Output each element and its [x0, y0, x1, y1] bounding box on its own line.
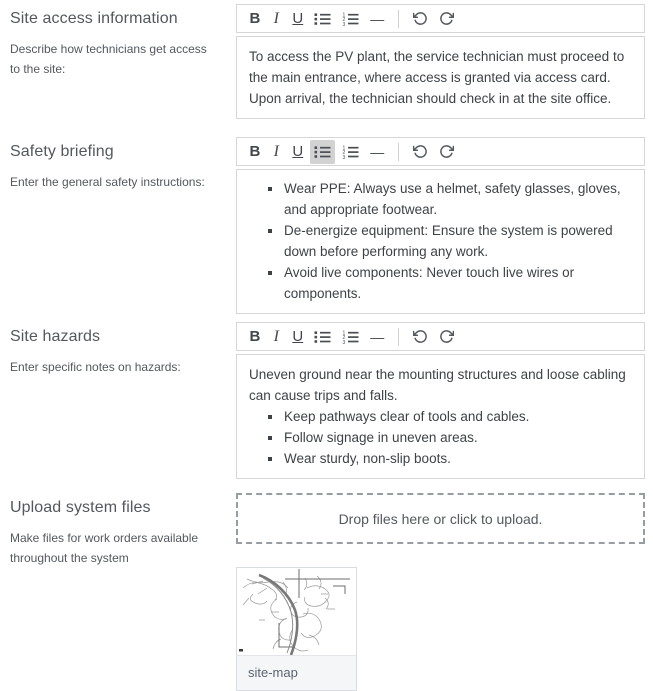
upload-title: Upload system files: [10, 499, 151, 516]
site-hazards-text: Uneven ground near the mounting structures and loose cabling can cause trips and falls.: [249, 367, 626, 403]
undo-button[interactable]: [409, 325, 432, 349]
svg-text:3: 3: [342, 339, 346, 344]
safety-briefing-list: [249, 178, 632, 304]
svg-text:3: 3: [342, 154, 346, 159]
list-item: ▪ Avoid live components: Never touch live wires or components.: [283, 262, 632, 304]
uploaded-file-card[interactable]: [236, 567, 357, 691]
redo-icon: [439, 11, 454, 26]
site-access-description: Describe how technicians get access to the site:: [10, 42, 207, 76]
section-site-access: [0, 4, 653, 119]
svg-text:2: 2: [342, 149, 346, 156]
horizontal-rule-button[interactable]: —: [366, 140, 387, 164]
site-access-text: To access the PV plant, the service technician must proceed to the main entrance, where access is granted via access card. Upon arrival, the technician should check in at the site office.: [249, 49, 625, 106]
section-site-hazards: [0, 322, 653, 479]
ordered-list-icon: [342, 145, 359, 159]
underline-button[interactable]: U: [288, 7, 307, 31]
undo-icon: [413, 11, 428, 26]
redo-icon: [439, 144, 454, 159]
site-hazards-list: [249, 406, 632, 469]
list-item: ▪ De-energize equipment: Ensure the system is powered down before performing any work.: [283, 220, 632, 262]
ordered-list-button[interactable]: [338, 7, 363, 31]
ordered-list-button[interactable]: [338, 140, 363, 164]
site-access-title: Site access information: [10, 10, 178, 27]
ordered-list-icon: [342, 12, 359, 26]
bullet-list-button[interactable]: [310, 7, 335, 31]
upload-description: Make files for work orders available throughout the system: [10, 531, 199, 565]
uploaded-file-name: site-map: [237, 655, 356, 690]
site-access-editor-content[interactable]: [236, 36, 645, 119]
svg-text:3: 3: [342, 21, 346, 26]
italic-button[interactable]: I: [267, 325, 285, 349]
svg-text:1: 1: [342, 145, 346, 152]
dropzone-label: Drop files here or click to upload.: [338, 510, 543, 527]
bold-button[interactable]: B: [246, 325, 265, 349]
redo-button[interactable]: [435, 7, 458, 31]
svg-text:2: 2: [342, 334, 346, 341]
svg-text:2: 2: [342, 16, 346, 23]
ordered-list-button[interactable]: [338, 325, 363, 349]
site-hazards-description: Enter specific notes on hazards:: [10, 360, 181, 374]
list-item: ▪ Keep pathways clear of tools and cables.: [283, 406, 632, 427]
site-hazards-title: Site hazards: [10, 328, 101, 345]
site-access-editor-toolbar: [236, 4, 645, 33]
horizontal-rule-button[interactable]: —: [366, 325, 387, 349]
svg-text:1: 1: [342, 12, 346, 19]
undo-button[interactable]: [409, 7, 432, 31]
toolbar-separator: [398, 328, 399, 346]
underline-button[interactable]: U: [288, 325, 307, 349]
italic-button[interactable]: I: [267, 140, 285, 164]
safety-briefing-description: Enter the general safety instructions:: [10, 175, 205, 189]
redo-button[interactable]: [435, 140, 458, 164]
bullet-list-button[interactable]: [310, 325, 335, 349]
undo-icon: [413, 144, 428, 159]
list-item: ▪ Wear sturdy, non-slip boots.: [283, 448, 632, 469]
safety-briefing-editor-toolbar: [236, 137, 645, 166]
horizontal-rule-button[interactable]: —: [366, 7, 387, 31]
list-item: ▪ Wear PPE: Always use a helmet, safety glasses, gloves, and appropriate footwear.: [283, 178, 632, 220]
list-item: ▪ Follow signage in uneven areas.: [283, 427, 632, 448]
svg-text:1: 1: [342, 330, 346, 337]
bullet-list-icon: [314, 145, 331, 159]
toolbar-separator: [398, 143, 399, 161]
ordered-list-icon: [342, 330, 359, 344]
bold-button[interactable]: B: [246, 140, 265, 164]
bullet-list-icon: [314, 12, 331, 26]
section-safety-briefing: [0, 137, 653, 314]
undo-button[interactable]: [409, 140, 432, 164]
redo-icon: [439, 329, 454, 344]
section-upload-files: [0, 493, 653, 691]
file-dropzone[interactable]: [236, 493, 645, 544]
bold-button[interactable]: B: [246, 7, 265, 31]
bullet-list-icon: [314, 330, 331, 344]
safety-briefing-title: Safety briefing: [10, 143, 114, 160]
site-hazards-editor-content[interactable]: [236, 354, 645, 479]
site-hazards-editor-toolbar: [236, 322, 645, 351]
italic-button[interactable]: I: [267, 7, 285, 31]
toolbar-separator: [398, 10, 399, 28]
redo-button[interactable]: [435, 325, 458, 349]
bullet-list-button-active[interactable]: [310, 140, 335, 164]
underline-button[interactable]: U: [288, 140, 307, 164]
safety-briefing-editor-content[interactable]: [236, 169, 645, 314]
undo-icon: [413, 329, 428, 344]
